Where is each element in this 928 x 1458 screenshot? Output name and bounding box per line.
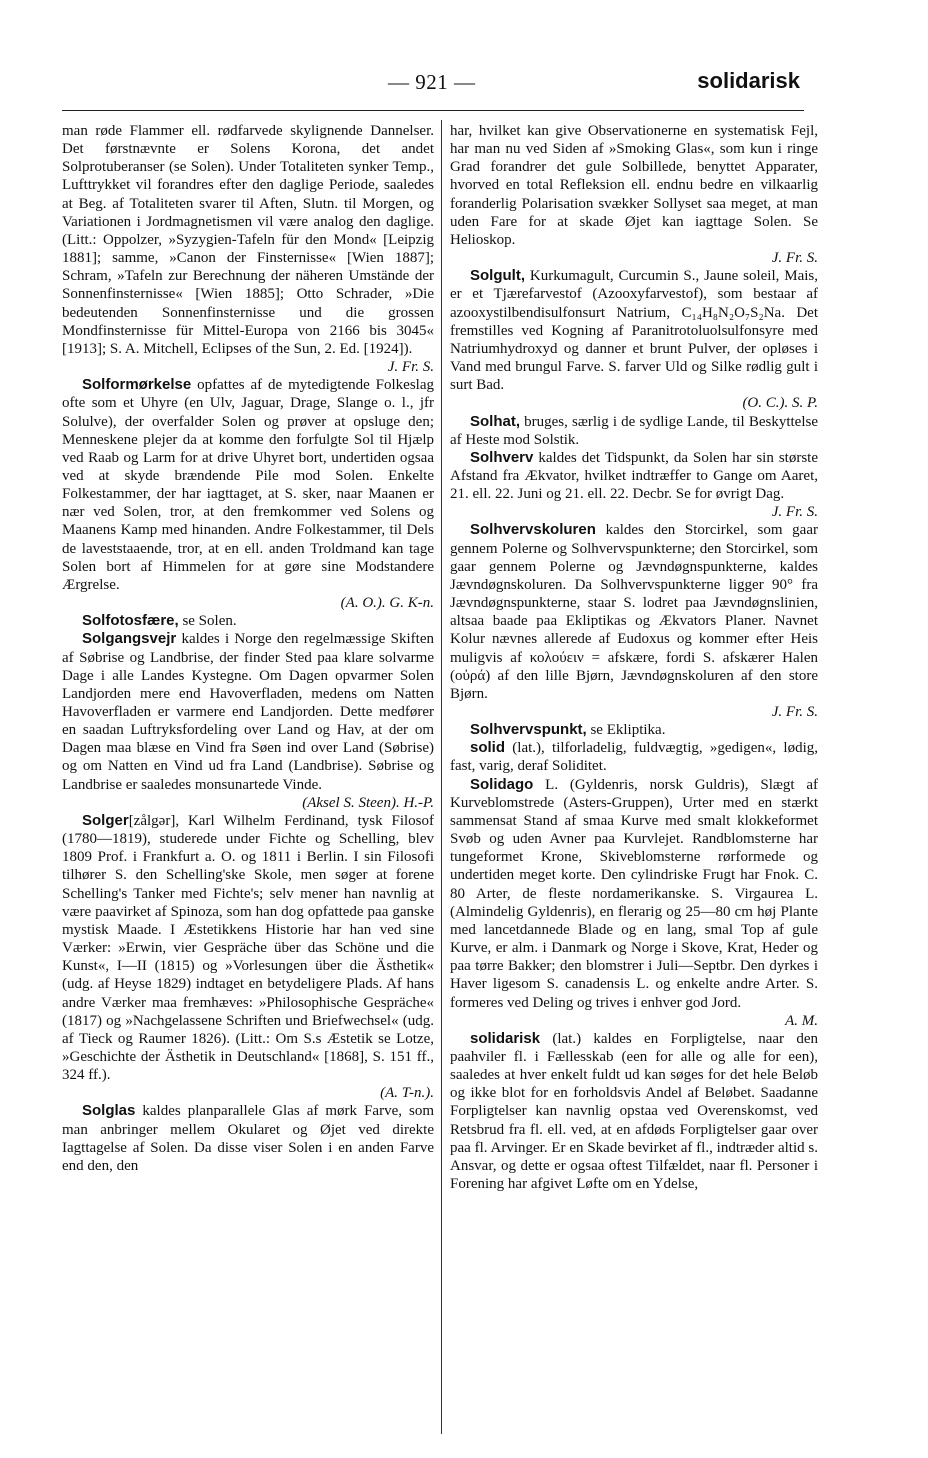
- entry-solgult: Solgult, Kurkumagult, Curcumin S., Jaune soleil, Mais, er et Tjærefarvestof (Azooxyfarvestof), som bestaar af azooxystilbendisulfonsurt Natrium, C₁₄H₈N₂O₇S₂Na. Det fremstilles ved Kogning af Paranitrotoluolsulfonsyre med Natriumhydroxyd og danner et brunt Pulver, der opløses i Vand med brungul Farve. S. farver Uld og Silke rødlig gult i surt Bad. (O. C.). S. P.: [450, 267, 819, 412]
- left-column: [62, 122, 434, 1175]
- headword: Solidago: [470, 775, 534, 793]
- page-number: — 921 —: [388, 70, 476, 94]
- column-divider: [441, 120, 442, 1434]
- entry-solid: solid (lat.), tilforladelig, fuldvægtig, »gedigen«, lødig, fast, varig, deraf Soliditet.: [450, 739, 818, 775]
- entry-solhvervskoluren: Solhvervskoluren kaldes den Storcirkel, som gaar gennem Polerne og Solhvervspunkterne; den Storcirkel, som gaar gennem Polerne og Jævndøgnspunkterne, kaldes Jævndøgnskoluren. Da Solhvervspunkterne ligger 90° fra Jævndøgnspunkterne, staar S. lodret paa Jævndøgnslinien, altsaa baade paa Ekliptikas og Ækvators Planer. Navnet Kolur nævnes allerede af Eudoxus og kommer efter Heis muligvis af κολούειν = afskære, fordi S. afskærer Halen (οὐρά) af den lille Bjørn, Jævndøgnskoluren af den store Bjørn. J. Fr. S.: [450, 521, 818, 720]
- entry-solger: Solger[zålgər], Karl Wilhelm Ferdinand, tysk Filosof (1780—1819), studerede under Fichte og Schelling, blev 1809 Prof. i Frankfurt a. O. og 1811 i Berlin. I sin Filosofi tilhører S. den Schelling'ske Skole, men søger at forene Schelling's Tanker med Fichte's; selv mener han navnlig at være paavirket af Spinoza, som han dog opfattede paa ganske mystisk Maade. I Æstetikkens Historie har han ved sine Værker: »Erwin, vier Gespräche über das Schöne und die Kunst«, I—II (1815) og »Vorlesungen über die Ästhetik« (udg. af Heyse 1829) indtaget en betydeligere Plads. Af hans andre Værker maa fremhæves: »Philosophische Gespräche« (1817) og »Nachgelassene Schriften und Briefwechsel« (udg. af Tieck og Raumer 1826). (Litt.: Om S.s Æstetik se Lotze, »Geschichte der Ästhetik in Deutschland« [1868], S. 151 ff., 324 ff.). (A. T-n.).: [62, 811, 434, 1102]
- entry-solfotosfaere: Solfotosfære, se Solen.: [82, 612, 237, 630]
- entry-solglas: Solglas kaldes planparallele Glas af mørk Farve, som man anbringer mellem Okularet og Øjet ved direkte Iagttagelse af Solen. Da disse viser Solen i en anden Farve end den, den: [62, 1102, 435, 1174]
- page-header: [0, 66, 928, 102]
- headword: Solfotosfære,: [82, 612, 179, 630]
- entry-solidarisk: solidarisk (lat.) kaldes en Forpligtelse, naar den paahviler fl. i Fællesskab (een for alle og alle for een), saaledes at hver enkelt fuldt ud kan søges for det hele Beløb og ikke blot for en forholdsvis Andel af Beløbet. Saadanne Forpligtelser kan navnlig opstaa ved Overenskomst, ved Retsbrud fra fl. ell. ved, at en afdøds Forpligtelser gaar over paa fl. Arvinger. Er en Skade bevirket af fl., indtræder altid s. Ansvar, og dette er ogsaa oftest Tilfældet, naar fl. Personer i Forening har afgivet Løfte om en Ydelse,: [450, 1029, 818, 1193]
- headword: Solhverv: [470, 448, 534, 466]
- entry-solidago: Solidago L. (Gyldenris, norsk Guldris), Slægt af Kurveblomstrede (Asters-Gruppen), Urter med en stærkt sammensat Stand af smaa Kurve med smalt klokkeformet Svøb og uden Avner paa Kurvlejet. Randblomsterne har tungeformet Krone, Skiveblomsterne rørformede og undertiden meget korte. Den cylindriske Frugt har Fnok. C. 80 Arter, de fleste nordamerikanske. S. Virgaurea L. (Almindelig Gyldenris), en flerarig og 25—80 cm høj Plante med lancetdannede Blade og en lang, smal Top af gule Kurve, er alm. i Danmark og Norge i Skove, Krat, Heder og paa tørre Bakker; den blomstrer i Juli—Septbr. Den dyrkes i Haver ligesom S. canadensis L. og enkelte andre Arter. S. formeres ved Deling og trives i enhver god Jord. A. M.: [450, 775, 819, 1029]
- entry-solhvervspunkt: Solhvervspunkt, se Ekliptika.: [470, 721, 666, 739]
- headword: Solformørkelse: [82, 376, 192, 394]
- entry-solformorkelse: Solformørkelse opfattes af de mytedigtende Folkeslag ofte som et Uhyre (en Ulv, Jaguar, Drage, Slange o. l., jfr Solulve), der overfalder Solen og prøver at opsluge den; Menneskene plejer da at komme den forfulgte Sol til Hjælp ved Raab og Larm for at drive Uhyret bort, undertiden ogsaa ved at skyde brændende Pile mod Solen. Enkelte Folkestammer, der har iagttaget, at S. sker, naar Maanen er nær ved Solen, tror, at den fremkommer ved Solens og Maanens Kamp med hinanden. Andre Folkestammer, til Dels de laveststaaende, tror, at en ell. anden Troldmand kan tage Solen bort af Himmelen for at gøre sine Modstandere Ærgrelse. (A. O.). G. K-n.: [62, 376, 434, 612]
- headword: Solger: [82, 811, 129, 829]
- headword: Solhvervskoluren: [470, 521, 596, 539]
- entry-continuation: har, hvilket kan give Observationerne en systematisk Fejl, har man nu ved Siden af »Smoking Glas«, som kun i ringe Grad forandrer det gule Solbillede, benyttet Apparater, hvorved en total Refleksion ell. endnu bedre en vilkaarlig foranderlig Polarisation svækker Sollyset saa meget, at man uden Fare for at skade Øjet kan iagttage Solen. Se Helioskop. J. Fr. S.: [450, 123, 818, 267]
- running-head: solidarisk: [697, 68, 800, 93]
- headword: solidarisk: [470, 1029, 541, 1047]
- entry-solhat: Solhat, bruges, særlig i de sydlige Lande, til Beskyttelse af Heste mod Solstik.: [450, 412, 818, 448]
- headword: Solgangsvejr: [82, 630, 177, 648]
- headword: Solhvervspunkt,: [470, 721, 587, 739]
- headword: solid: [470, 739, 506, 757]
- entry-solhverv: Solhverv kaldes det Tidspunkt, da Solen har sin største Afstand fra Ækvator, hvilket indtræffer to Gange om Aaret, 21. ell. 22. Juni og 21. ell. 22. Decbr. Se for øvrigt Dag. J. Fr. S.: [450, 448, 819, 521]
- headword: Solglas: [82, 1102, 136, 1120]
- entry-continuation: man røde Flammer ell. rødfarvede skylignende Dannelser. Det førstnævnte er Solens Korona, det andet Solprotuberanser (se Solen). Under Totaliteten synker Temp., Lufttrykket vil forandres efter den daglige Periode, saaledes at Beg. af Totaliteten svarer til Aften, Slutn. til Morgen, og Variationen i Jordmagnetismen vil være analog den daglige. (Litt.: Oppolzer, »Syzygien-Tafeln für den Mond« [Leipzig 1881]; samme, »Canon der Finsternisse« [Wien 1887]; Schram, »Tafeln zur Berechnung der näheren Umstände der Sonnenfinsternisse« [Wien 1885]; Otto Schrader, »Die bedeutenden Sonnenfinsternisse und die grossen Mondfinsternisse für Mittel-Europa von 2166 bis 3045« [1913]; S. A. Mitchell, Eclipses of the Sun, 2. Ed. [1924]). J. Fr. S.: [62, 123, 434, 376]
- right-column: [450, 122, 818, 1193]
- header-rule: [62, 110, 804, 111]
- headword: Solgult,: [470, 267, 525, 285]
- entry-solgangsvejr: Solgangsvejr kaldes i Norge den regelmæssige Skiften af Søbrise og Landbrise, der finder Sted paa klare solvarme Dage i alle Landes Kystegne. Om Dagen opvarmer Solen Landjorden mere end Havoverfladen, medens om Natten Havoverfladen er varmere end Landjorden. Dette medfører en saadan Luftryksfordeling over Land og Hav, at der om Dagen maa blæse en Vind fra Søen ind over Land (Søbrise) og om Natten en Vind ud fra Land (Landbrise). Søbrise og Landbrise er saaledes monsunartede Vinde. (Aksel S. Steen). H.-P.: [62, 630, 435, 811]
- headword: Solhat,: [470, 412, 521, 430]
